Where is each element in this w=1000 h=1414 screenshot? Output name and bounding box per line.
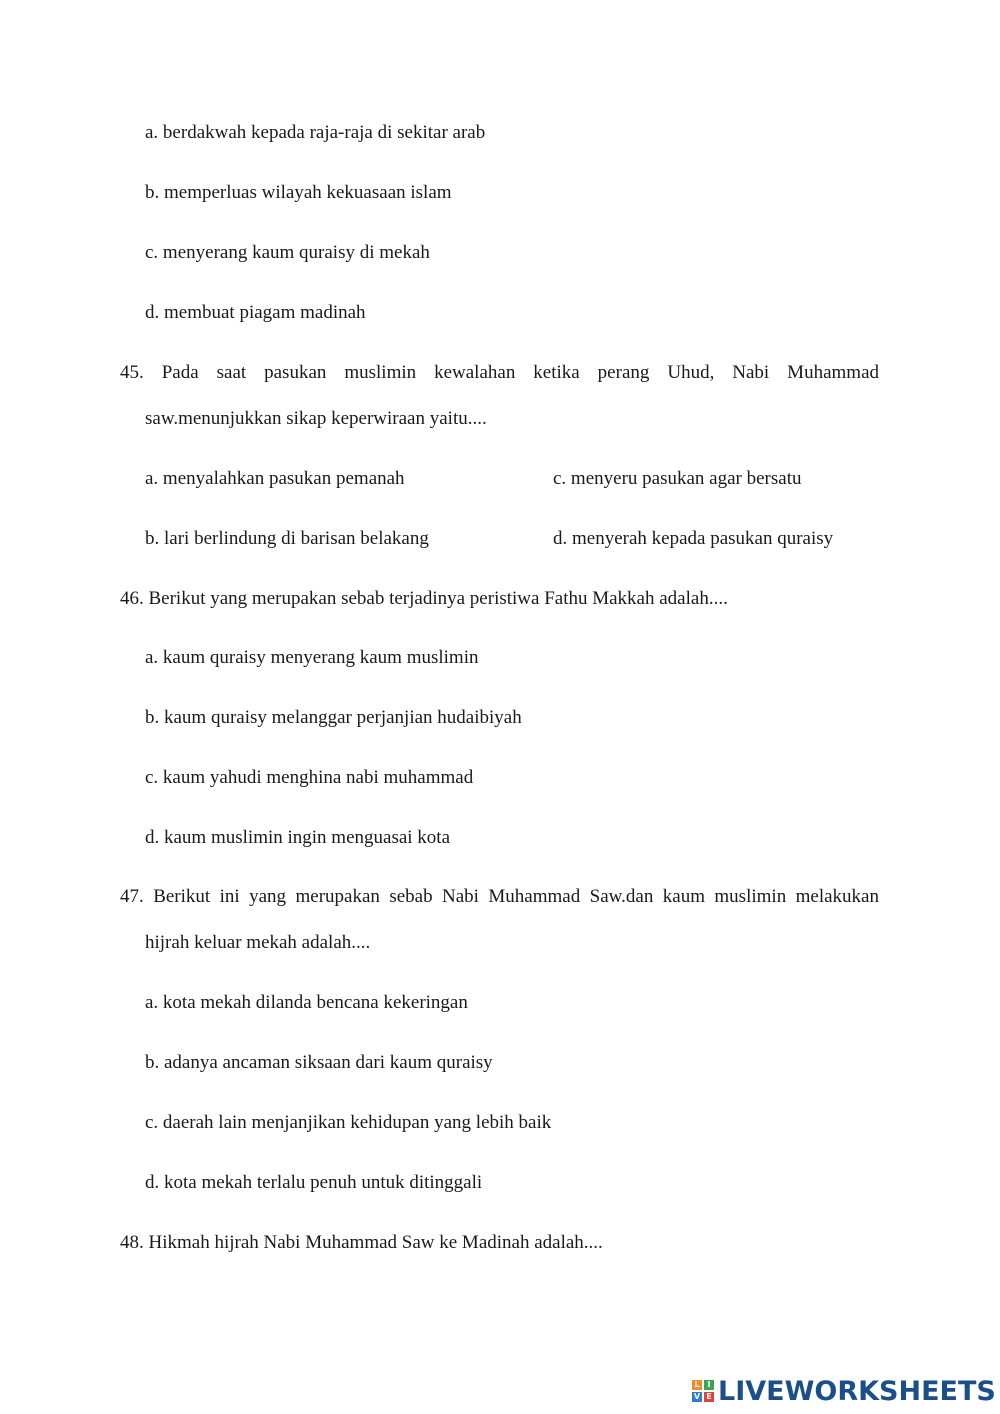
q45-option-d: d. menyerah kepada pasukan quraisy	[553, 528, 834, 549]
q46-option-d: d. kaum muslimin ingin menguasai kota	[145, 827, 451, 848]
logo-tile-l: L	[692, 1380, 702, 1390]
q44-option-b: b. memperluas wilayah kekuasaan islam	[145, 182, 452, 203]
liveworksheets-logo	[692, 1374, 996, 1408]
logo-tile-v: V	[693, 1392, 701, 1401]
q44-option-c: c. menyerang kaum quraisy di mekah	[145, 242, 430, 263]
q45-option-a: a. menyalahkan pasukan pemanah	[145, 468, 405, 489]
q47-option-b: b. adanya ancaman siksaan dari kaum quraisy	[145, 1052, 493, 1073]
q45-question-line2: saw.menunjukkan sikap keperwiraan yaitu....	[145, 408, 487, 429]
logo-text: LIVEWORKSHEETS	[718, 1375, 996, 1407]
q46-option-b: b. kaum quraisy melanggar perjanjian hudaibiyah	[145, 707, 522, 728]
q45-option-b: b. lari berlindung di barisan belakang	[145, 528, 429, 549]
q46-option-c: c. kaum yahudi menghina nabi muhammad	[145, 767, 474, 788]
q47-option-c: c. daerah lain menjanjikan kehidupan yang lebih baik	[145, 1112, 552, 1133]
q44-option-a: a. berdakwah kepada raja-raja di sekitar arab	[145, 122, 486, 143]
q44-option-d: d. membuat piagam madinah	[145, 302, 366, 323]
logo-tile-e: E	[704, 1392, 714, 1402]
q46-option-a: a. kaum quraisy menyerang kaum muslimin	[145, 647, 479, 668]
q47-option-d: d. kota mekah terlalu penuh untuk ditinggali	[145, 1172, 483, 1193]
logo-tiles-icon	[692, 1380, 714, 1402]
q47-option-a: a. kota mekah dilanda bencana kekeringan	[145, 992, 468, 1013]
logo-tile-i: I	[704, 1380, 714, 1390]
q45-option-c: c. menyeru pasukan agar bersatu	[553, 468, 802, 489]
q45-question-line1: 45. Pada saat pasukan muslimin kewalahan ketika perang Uhud, Nabi Muhammad	[120, 362, 879, 383]
q47-question-line2: hijrah keluar mekah adalah....	[145, 932, 371, 953]
q48-question: 48. Hikmah hijrah Nabi Muhammad Saw ke Madinah adalah....	[120, 1232, 603, 1253]
q47-question-line1: 47. Berikut ini yang merupakan sebab Nabi Muhammad Saw.dan kaum muslimin melakukan	[120, 886, 879, 907]
q46-question: 46. Berikut yang merupakan sebab terjadinya peristiwa Fathu Makkah adalah....	[120, 588, 728, 609]
